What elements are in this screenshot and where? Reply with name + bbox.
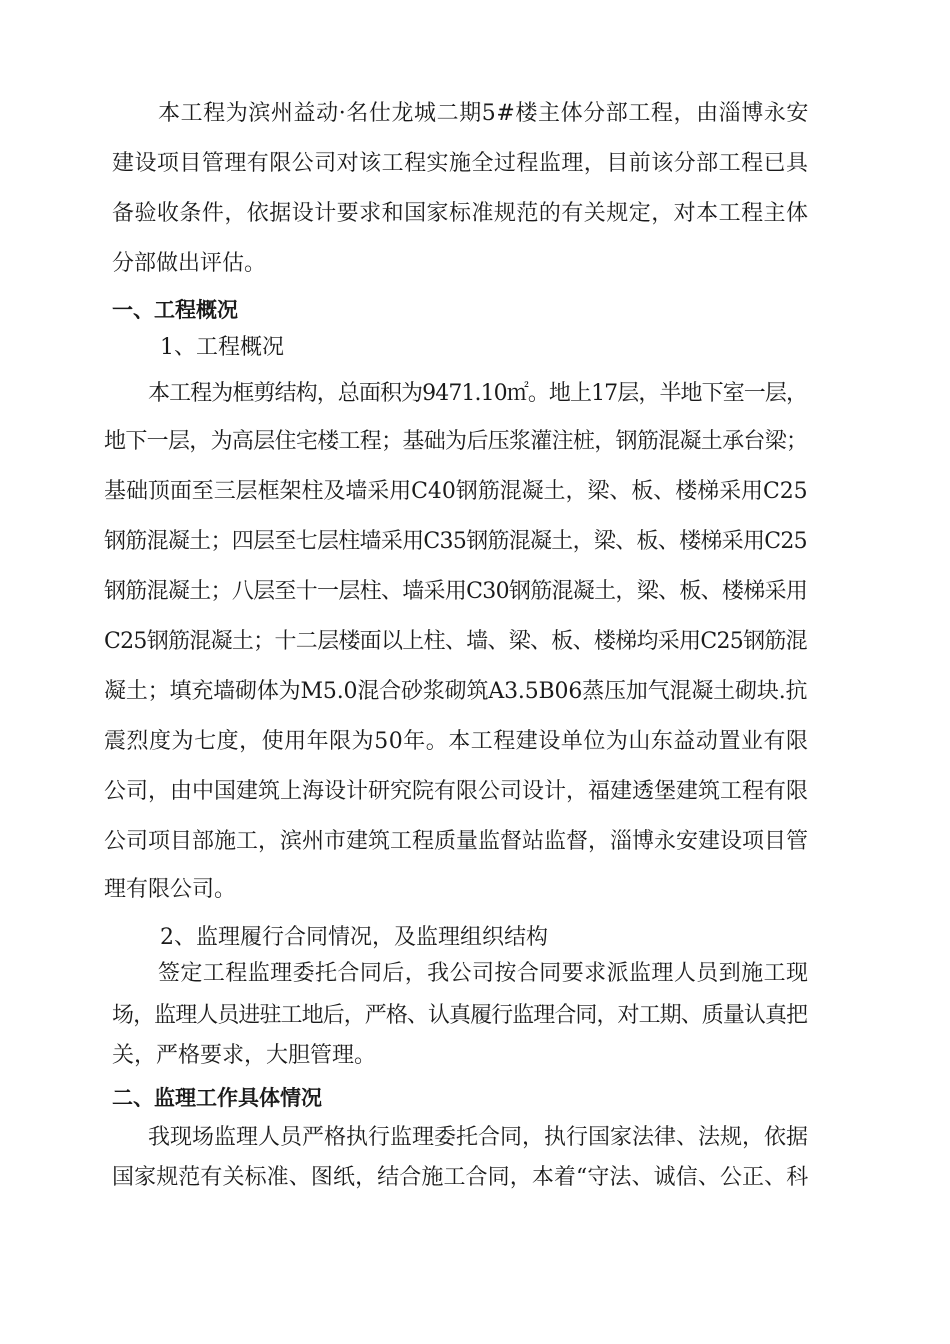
subsection-title: 2、监理履行合同情况，及监理组织结构 [160,925,548,950]
body-line: 理有限公司。 [104,877,237,902]
intro-line: 建设项目管理有限公司对该工程实施全过程监理，目前该分部工程已具 [112,151,809,176]
body-line: 我现场监理人员严格执行监理委托合同，执行国家法律、法规，依据 [148,1125,809,1150]
section-heading: 一、工程概况 [112,298,238,322]
body-line: 震烈度为七度，使用年限为50年。本工程建设单位为山东益动置业有限 [104,729,809,754]
body-line: 本工程为框剪结构，总面积为9471.10㎡。地上17层，半地下室一层， [148,381,808,406]
body-line: 钢筋混凝土；四层至七层柱墙采用C35钢筋混凝土，梁、板、楼梯采用C25 [104,529,807,554]
body-line: 凝土；填充墙砌体为M5.0混合砂浆砌筑A3.5B06蒸压加气混凝土砌块.抗 [104,679,808,704]
intro-line: 分部做出评估。 [112,251,267,276]
body-line: 钢筋混凝土；八层至十一层柱、墙采用C30钢筋混凝土，梁、板、楼梯采用 [104,579,808,604]
section-heading: 二、监理工作具体情况 [112,1086,322,1110]
body-line: 关，严格要求，大胆管理。 [112,1043,377,1068]
subsection-title: 1、工程概况 [160,335,284,360]
body-line: 签定工程监理委托合同后，我公司按合同要求派监理人员到施工现 [158,961,809,986]
body-line: 地下一层，为高层住宅楼工程；基础为后压浆灌注桩，钢筋混凝土承台梁； [104,429,808,454]
body-line: 公司项目部施工，滨州市建筑工程质量监督站监督，淄博永安建设项目管 [104,829,809,854]
body-line: 场，监理人员进驻工地后，严格、认真履行监理合同，对工期、质量认真把 [112,1003,808,1028]
intro-line: 备验收条件，依据设计要求和国家标准规范的有关规定，对本工程主体 [112,201,809,226]
body-line: C25钢筋混凝土；十二层楼面以上柱、墙、梁、板、楼梯均采用C25钢筋混 [104,629,807,654]
body-line: 国家规范有关标准、图纸，结合施工合同，本着“守法、诚信、公正、科 [112,1165,809,1190]
body-line: 基础顶面至三层框架柱及墙采用C40钢筋混凝土，梁、板、楼梯采用C25 [104,479,808,504]
body-line: 公司，由中国建筑上海设计研究院有限公司设计，福建透堡建筑工程有限 [104,779,809,804]
intro-line: 本工程为滨州益动·名仕龙城二期5#楼主体分部工程，由淄博永安 [158,101,810,126]
